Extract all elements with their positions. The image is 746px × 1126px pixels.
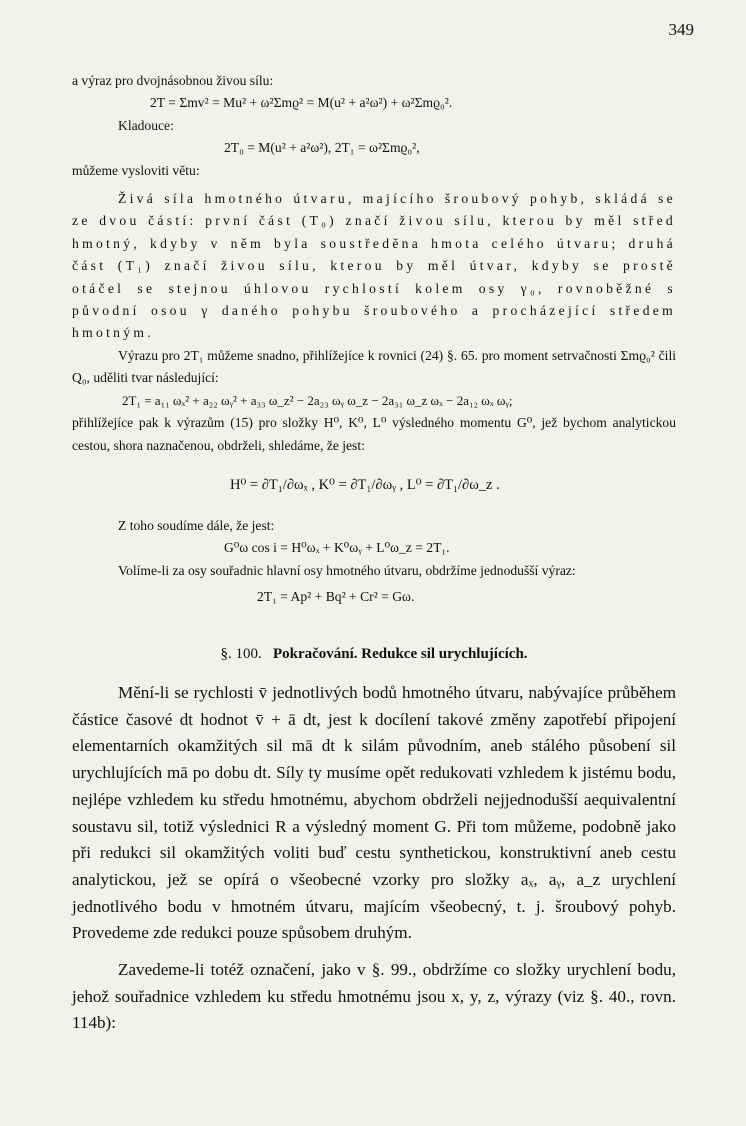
kladouce-line: Kladouce: xyxy=(118,117,174,133)
equation-2t1-expansion: 2T₁ = a₁₁ ωₓ² + a₂₂ ωᵧ² + a₃₃ ω_z² − 2a₂₃ ωᵧ ω_z − 2a₃₁ ω_z ωₓ − 2a₁₂ ωₓ ωᵧ; xyxy=(122,392,513,408)
section-title: Pokračování. Redukce sil urychlujících. xyxy=(272,646,528,662)
paragraph-prihlizejice: přihlížejíce pak k výrazům (15) pro složky H⁰, K⁰, L⁰ výsledného momentu G⁰, jež bychom analytickou cestou, shora naznačenou, obdrželi, shledáme, že jest: xyxy=(72,415,676,453)
page-number: 349 xyxy=(668,20,694,39)
equation-partial-derivatives: H⁰ = ∂T₁/∂ωₓ , K⁰ = ∂T₁/∂ωᵧ , L⁰ = ∂T₁/∂ω_z . xyxy=(230,476,500,493)
main-text-block xyxy=(72,680,676,1037)
equation-kinetic-energy: 2T = Σmv² = Mu² + ω²Σmϱ² = M(u² + a²ω²) + ω²Σmϱ₀². xyxy=(150,95,453,111)
paragraph-z-toho: Z toho soudíme dále, že jest: xyxy=(118,517,275,533)
body-paragraph-1: Mění-li se rychlosti v̄ jednotlivých bodů hmotného útvaru, nabývajíce průběhem částice časové dt hodnot v̄ + ā dt, jest k docílení takové změny zapotřebí připojení elementarních okamžitých sil mā dt k silám původním, aneb stálého působení sil urychlujících mā po dobu dt. Síly ty musíme opět redukovati vzhledem k jistému bodu, nejlépe vzhledem ku středu hmotnému, abychom obdrželi nejjednodušší aequivalentní soustavu sil, totiž výslednici R a výsledný moment G. Při tom můžeme, podobně jako při redukci sil okamžitých voliti buď cestu synthetickou, konstruktivní aneb cestu analytickou, jež se opírá o všeobecné vzorky pro složky aₓ, aᵧ, a_z urychlení jednotlivého bodu v hmotném útvaru, majícím všeobecný, t. j. šroubový pohyb. Provedeme zde redukci pouze spůsobem druhým. xyxy=(72,683,676,943)
body-paragraph-2: Zavedeme-li totéž označení, jako v §. 99., obdržíme co složky urychlení bodu, jehož souřadnice vzhledem ku středu hmotnému jsou x, y, z, výrazy (viz §. 40., rovn. 114b): xyxy=(72,960,676,1033)
section-heading xyxy=(72,646,676,663)
equation-t0-t1: 2T₀ = M(u² + a²ω²), 2T₁ = ω²Σmϱ₀², xyxy=(224,140,420,156)
equation-cos-i: G⁰ω cos i = H⁰ωₓ + K⁰ωᵧ + L⁰ω_z = 2T₁. xyxy=(224,540,450,556)
muzeme-line: můžeme vysloviti větu: xyxy=(72,162,200,178)
section-number: §. 100. xyxy=(220,646,262,662)
theorem-paragraph: Živá síla hmotného útvaru, majícího šroubový pohyb, skládá se ze dvou částí: první část (T₀) značí živou sílu, kterou by měl střed hmotný, kdyby v něm byla soustředěna hmota celého útvaru; druhá část (T₁) značí živou sílu, kterou by měl útvar, kdyby se prostě otáčel se stejnou úhlovou rychlostí kolem osy γ₀, rovnoběžné s původní osou γ daného pohybu šroubového a procházející středem hmotným. xyxy=(72,191,676,341)
upper-text-block xyxy=(72,70,676,617)
paragraph-vyrazu: Výrazu pro 2T₁ můžeme snadno, přihlížejíce k rovnici (24) §. 65. pro moment setrvačnosti Σmϱ₀² čili Q₀, uděliti tvar následující: xyxy=(72,347,676,386)
intro-line: a výraz pro dvojnásobnou živou sílu: xyxy=(72,73,274,88)
equation-principal-axes: 2T₁ = Ap² + Bq² + Cr² = Gω. xyxy=(257,589,415,605)
paragraph-volime: Volíme-li za osy souřadnic hlavní osy hmotného útvaru, obdržíme jednodušší výraz: xyxy=(118,562,576,578)
